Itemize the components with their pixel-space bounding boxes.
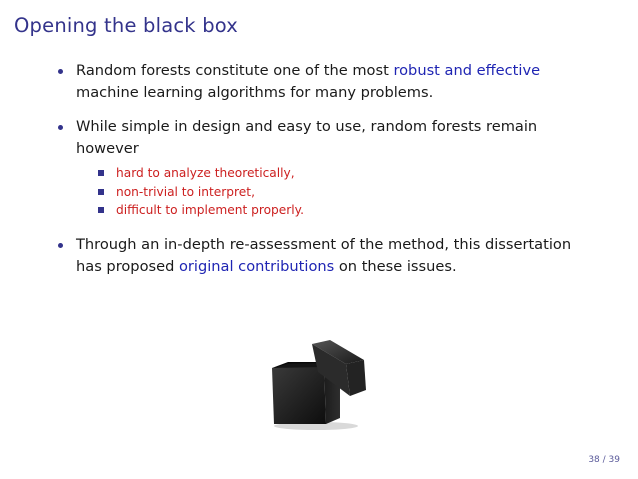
- square-bullet-icon: [98, 207, 104, 213]
- sub-item: [98, 183, 598, 202]
- bullet-text: While simple in design and easy to use, random forests remain however: [76, 118, 538, 157]
- bullet-text: machine learning algorithms for many problems.: [76, 84, 434, 101]
- page-number: 38 / 39: [588, 455, 620, 465]
- sub-list: [76, 164, 598, 220]
- bullet-text: Random forests constitute one of the most: [76, 62, 394, 79]
- slide-title: Opening the black box: [14, 14, 239, 37]
- square-bullet-icon: [98, 189, 104, 195]
- highlight-original-contributions: original contributions: [178, 257, 335, 275]
- sub-item-text: non-trivial to interpret,: [116, 184, 255, 199]
- bullet-contributions: [58, 234, 598, 278]
- bullet-challenges: [58, 116, 598, 220]
- bullet-dot: [58, 125, 63, 130]
- black-box-icon: [268, 338, 376, 434]
- bullet-dot: [58, 243, 63, 248]
- bullet-robust: [58, 60, 598, 104]
- sub-item-text: difficult to implement properly.: [116, 203, 305, 217]
- bullet-text: on these issues.: [334, 257, 457, 275]
- sub-item: [98, 201, 598, 220]
- highlight-robust-effective: robust and effective: [393, 62, 541, 79]
- bullet-text: Through an in-depth re-assessment of the method, this dissertation has proposed: [76, 235, 572, 275]
- sub-item: [98, 164, 598, 183]
- square-bullet-icon: [98, 170, 104, 176]
- bullet-list: [58, 60, 598, 278]
- sub-item-text: hard to analyze theoretically,: [116, 166, 295, 180]
- bullet-dot: [58, 69, 63, 74]
